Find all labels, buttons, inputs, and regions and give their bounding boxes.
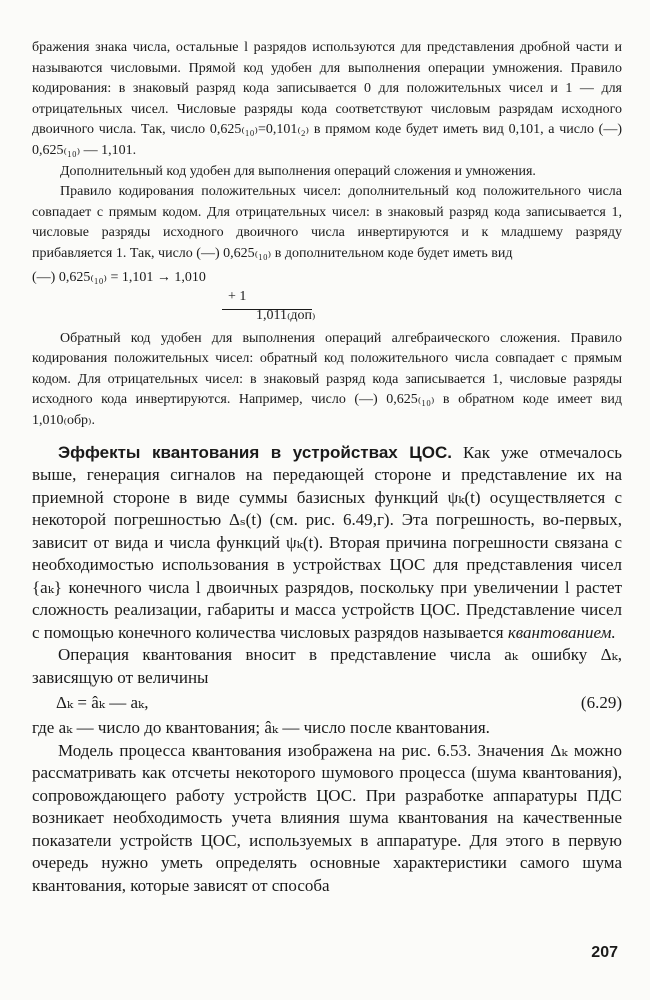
section-paragraph-1: [32, 442, 622, 645]
binary-addition-formula: [32, 269, 622, 323]
section-heading: Эффекты квантования в устройствах ЦОС.: [58, 442, 452, 462]
formula-line-2: + 1: [228, 288, 247, 304]
section-paragraph-2: Операция квантования вносит в представление числа aₖ ошибку Δₖ, зависящую от величины: [32, 645, 622, 687]
section-quantization: [32, 442, 622, 898]
paragraph-additional-code: Дополнительный код удобен для выполнения операций сложения и умножения.: [60, 163, 536, 179]
section-paragraph-3: где aₖ — число до квантования; âₖ — число после квантования.: [32, 718, 490, 737]
formula-result: 1,011₍доп₎: [256, 307, 316, 323]
equation-number: (6.29): [580, 693, 622, 712]
term-quantization: квантованием.: [507, 622, 616, 642]
formula-line-1: (—) 0,625₍₁₀₎ = 1,101 → 1,010: [32, 269, 206, 285]
section-paragraph-4: Модель процесса квантования изображена на рис. 6.53. Значения Δₖ можно рассматривать как отсчеты некоторого шумового процесса (шума квантования), сопровождающего работу устройств ЦОС. При разработке аппаратуры ПДС возникает необходимость учета влияния шума квантования на качественные показатели устройств ЦОС, используемых в аппаратуре. Для этого в первую очередь нужно уметь определять основные характеристики самого шума квантования, которые зависят от способа: [32, 740, 622, 895]
paragraph-inverse-code: Обратный код удобен для выполнения операций алгебраического сложения. Правило кодирования положительных чисел: обратный код положительного числа совпадает с прямым кодом. Для отрицательных чисел: в знаковый разряд кода записывается 1, числовые разряды исходного кода инвертируются. Например, число (—) 0,625₍₁₀₎ в обратном коде имеет вид 1,010₍обр₎.: [32, 330, 622, 428]
small-text-block: [32, 38, 622, 265]
paragraph-direct-code: бражения знака числа, остальные l разрядов используются для представления дробной части и называются числовыми. Прямой код удобен для выполнения операции умножения. Правило кодирования: в знаковый разряд кода записывается 0 для положительных чисел и 1 — для отрицательных чисел. Числовые разряды кода соответствуют числовым разрядам исходного двоичного числа. Так, число 0,625₍₁₀₎=0,101₍₂₎ в прямом коде будет иметь вид 0,101, а число (—) 0,625₍₁₀₎ — 1,101.: [32, 40, 622, 158]
page-body: [32, 38, 622, 897]
section-paragraph-1-text: Как уже отмечалось выше, генерация сигналов на передающей стороне и представление их на приемной стороне в виде суммы базисных функций ψₖ(t) осуществляется с некоторой погрешностью Δₛ(t) (см. рис. 6.49,г). Эта погрешность, во-первых, зависит от вида и числа функций ψₖ(t). Вторая причина погрешности связана с необходимостью использования в устройствах ЦОС для представления чисел {aₖ} конечного числа l двоичных разрядов, поскольку при увеличении l растет сложность реализации, габариты и масса устройств ЦОС. Представление чисел с помощью конечного количества числовых разрядов называется: [32, 442, 623, 642]
equation-expression: Δₖ = âₖ — aₖ,: [56, 693, 149, 712]
small-text-block-2: [32, 329, 622, 432]
equation-6-29: [32, 689, 622, 717]
paragraph-coding-rule: Правило кодирования положительных чисел: дополнительный код положительного числа совпадает с прямым кодом. Для отрицательных чисел: в знаковый разряд кода записывается 1, числовые разряды исходного двоичного числа инвертируются и к младшему разряду прибавляется 1. Так, число (—) 0,625₍₁₀₎ в дополнительном коде будет иметь вид: [32, 184, 622, 261]
page-number: 207: [591, 944, 618, 961]
